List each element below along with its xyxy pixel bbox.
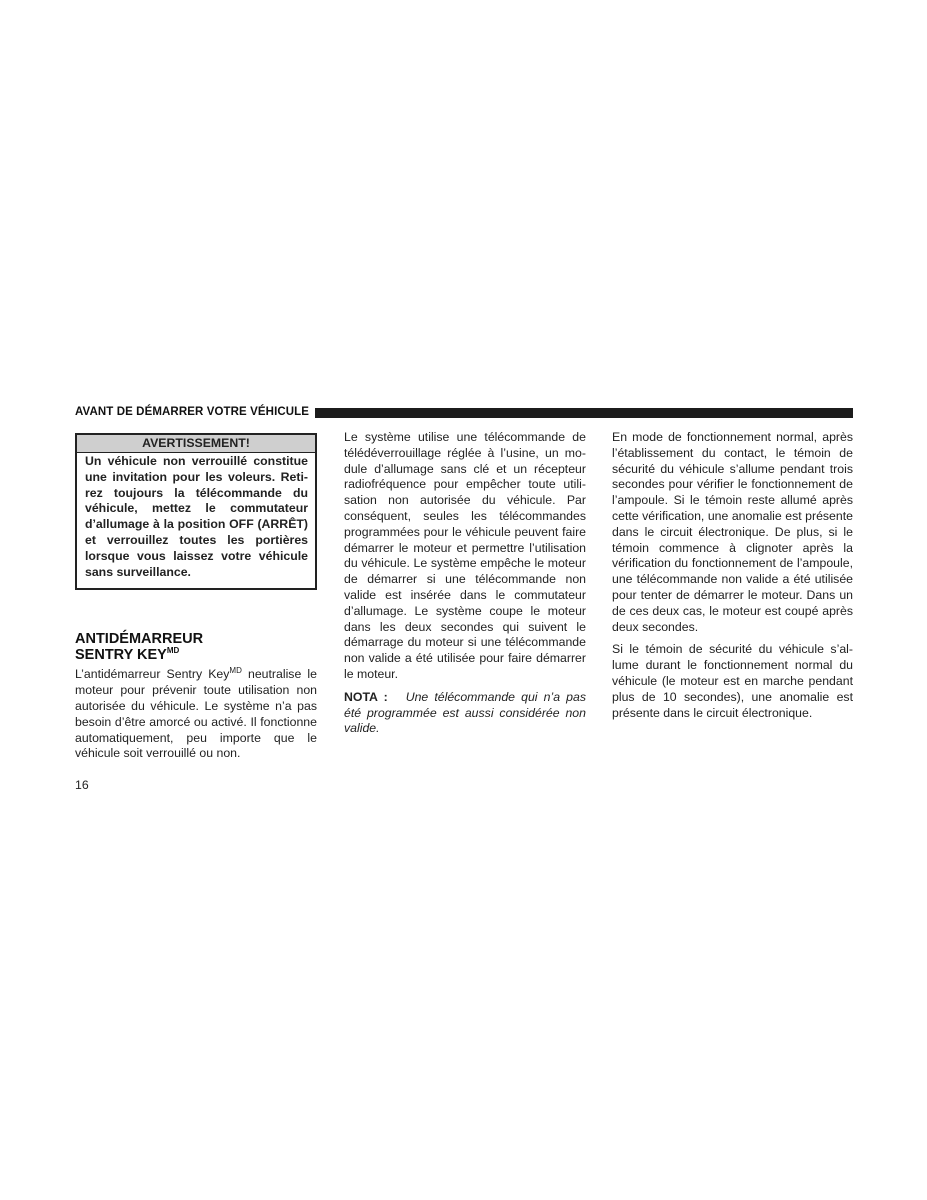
running-header <box>75 404 853 420</box>
header-rule <box>315 408 853 418</box>
warning-box <box>75 433 317 590</box>
note-label: NOTA : <box>344 689 388 704</box>
middle-paragraph: Le système utilise une télécommande de télédéverrouillage réglée à l’usine, un module d’allumage sans clé et un récepteur radiofréquence pour empêcher toute utilisation non autorisée du véhicule. Par conséquent, seules les télécommandes programmées pour le véhicule peuvent faire démarrer le moteur et permettre l’utilisation du véhicule. Le système empêche le moteur de démarrer si une télécommande non valide est insérée dans le commutateur d’allumage. Le système coupe le moteur dans les deux secondes qui suivent le démarrage du moteur si une télécommande non valide a été utilisée pour faire démarrer le moteur. <box>344 430 586 681</box>
column-right <box>612 430 853 728</box>
section-title-line2: SENTRY KEY <box>75 647 167 664</box>
note-text: Une télécommande qui n’a pas été programmée est aussi considérée non valide. <box>344 689 587 736</box>
column-left <box>75 430 317 769</box>
section-title <box>75 631 317 663</box>
warning-body: Un véhicule non verrouillé constitue une invitation pour les voleurs. Retirez toujours la télécommande du véhicule, mettez le commutateur d’allumage à la position OFF (ARRÊT) et verrouillez toutes les portières lorsque vous laissez votre véhicule sans surveillance. <box>85 454 308 579</box>
right-paragraph-1: En mode de fonctionnement normal, après l’établissement du contact, le témoin de sécurité du véhicule s’allume pendant trois secondes pour vérifier le fonctionnement de l’ampoule. Si le témoin reste allumé après cette vérification, une anomalie est présente dans le circuit électronique. De plus, si le témoin commence à clignoter après la vérification du fonctionnement de l’ampoule, une télécommande non valide a été utilisée pour tenter de démarrer le moteur. Dans un de ces deux cas, le moteur est coupé après deux secondes. <box>612 430 853 634</box>
section-paragraph-rest: neutralise le moteur pour prévenir toute utilisation non autorisée du véhicule. Le système n’a pas besoin d’être amorcé ou activé. Il fonctionne automatiquement, peu importe que le véhicule soit verrouillé ou non. <box>75 667 317 761</box>
paragraph-trademark: MD <box>229 666 242 676</box>
section-paragraph <box>75 667 317 762</box>
section-paragraph-start: L’antidémarreur Sentry Key <box>75 667 230 682</box>
section-title-line1: ANTIDÉMARREUR <box>75 631 204 648</box>
page-number: 16 <box>75 778 89 792</box>
right-paragraph-2: Si le témoin de sécurité du véhicule s’allume durant le fonctionnement normal du véhicule (le moteur est en marche pendant plus de 10 secondes), une anomalie est présente dans le circuit électronique. <box>612 642 853 720</box>
column-middle <box>344 430 586 744</box>
note <box>344 690 586 737</box>
warning-title: AVERTISSEMENT! <box>77 435 315 453</box>
section-title-trademark: MD <box>166 646 180 656</box>
header-title: AVANT DE DÉMARRER VOTRE VÉHICULE <box>75 406 310 418</box>
